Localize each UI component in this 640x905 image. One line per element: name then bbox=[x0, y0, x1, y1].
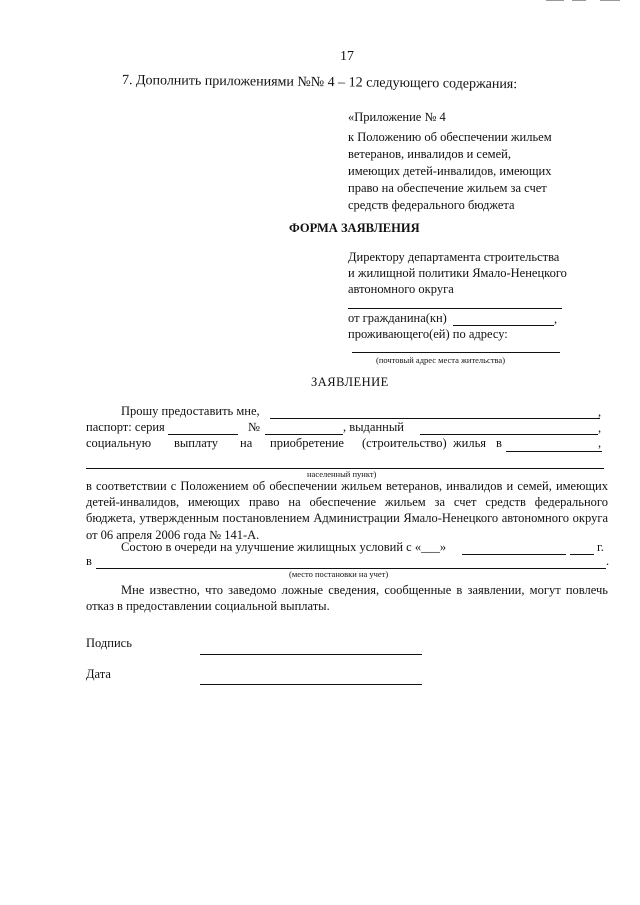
appendix-line: имеющих детей-инвалидов, имеющих bbox=[348, 164, 552, 178]
passport-series-line[interactable] bbox=[168, 434, 238, 435]
signature-line[interactable] bbox=[200, 654, 422, 655]
appendix-line: средств федерального бюджета bbox=[348, 198, 515, 212]
accordance-paragraph: в соответствии с Положением об обеспечении жильем ветеранов, инвалидов и семей, имеющих детей-инвалидов, имеющих право на обеспечение жильем за счет средств федерального бюджета, утвержденным постановлением Администрации Ямало-Ненецкого автономного округа от 06 апреля 2006 года № 141-А. bbox=[86, 479, 608, 542]
registration-hint: (место постановки на учет) bbox=[289, 569, 389, 579]
passport-series-label: паспорт: серия bbox=[86, 420, 165, 434]
scan-mark bbox=[600, 0, 620, 1]
addressee-line: автономного округа bbox=[348, 282, 454, 296]
in-word: в bbox=[86, 554, 92, 568]
page-number: 17 bbox=[340, 49, 354, 64]
appendix-title: «Приложение № 4 bbox=[348, 110, 446, 124]
social-word: приобретение bbox=[270, 436, 344, 450]
comma: , bbox=[598, 405, 602, 419]
social-word: (строительство) bbox=[362, 436, 447, 450]
request-text: Прошу предоставить мне, bbox=[121, 404, 260, 418]
social-word: на bbox=[240, 436, 253, 450]
social-word: социальную bbox=[86, 436, 152, 450]
queue-text: Состою в очереди на улучшение жилищных условий с «___» bbox=[121, 540, 447, 554]
blank-line bbox=[348, 308, 562, 309]
applicant-name-line[interactable] bbox=[270, 418, 600, 419]
warning-paragraph: Мне известно, что заведомо ложные сведения, сообщенные в заявлении, могут повлечь отказ в предоставлении социальной выплаты. bbox=[86, 583, 608, 614]
social-word: выплату bbox=[174, 436, 219, 450]
date-label: Дата bbox=[86, 667, 111, 681]
social-word: в bbox=[496, 436, 502, 450]
appendix-line: право на обеспечение жильем за счет bbox=[348, 181, 547, 195]
form-title: ФОРМА ЗАЯВЛЕНИЯ bbox=[289, 221, 420, 235]
addressee-line: и жилищной политики Ямало-Ненецкого bbox=[348, 266, 567, 280]
signature-label: Подпись bbox=[86, 636, 132, 650]
queue-year-line[interactable] bbox=[570, 554, 594, 555]
passport-number-line[interactable] bbox=[265, 434, 343, 435]
comma: , bbox=[598, 421, 602, 435]
scan-mark bbox=[546, 0, 564, 1]
comma: , bbox=[554, 312, 558, 326]
section-intro: 7. Дополнить приложениями №№ 4 – 12 следующего содержания: bbox=[121, 73, 518, 93]
settlement-hint: населенный пункт) bbox=[307, 469, 377, 479]
statement-title: ЗАЯВЛЕНИЕ bbox=[311, 375, 389, 389]
comma: , bbox=[598, 436, 602, 450]
date-line[interactable] bbox=[200, 684, 422, 685]
social-word: жилья bbox=[453, 436, 487, 450]
name-field-line[interactable] bbox=[453, 325, 554, 326]
number-sign: № bbox=[248, 420, 260, 434]
year-suffix: г. bbox=[597, 540, 604, 554]
period: . bbox=[606, 554, 610, 568]
postal-hint: (почтовый адрес места жительства) bbox=[376, 355, 506, 365]
queue-date-line[interactable] bbox=[462, 554, 566, 555]
appendix-line: к Положению об обеспечении жильем bbox=[348, 130, 552, 144]
address-field-line[interactable] bbox=[352, 352, 560, 353]
issued-label: , выданный bbox=[343, 420, 404, 434]
issued-by-line[interactable] bbox=[420, 434, 598, 435]
scan-mark bbox=[572, 0, 586, 1]
addressee-line: Директору департамента строительства bbox=[348, 250, 560, 264]
appendix-line: ветеранов, инвалидов и семей, bbox=[348, 147, 511, 161]
from-label: от гражданина(кн) bbox=[348, 311, 447, 325]
residing-label: проживающего(ей) по адресу: bbox=[348, 327, 508, 341]
settlement-line-a[interactable] bbox=[506, 451, 602, 452]
